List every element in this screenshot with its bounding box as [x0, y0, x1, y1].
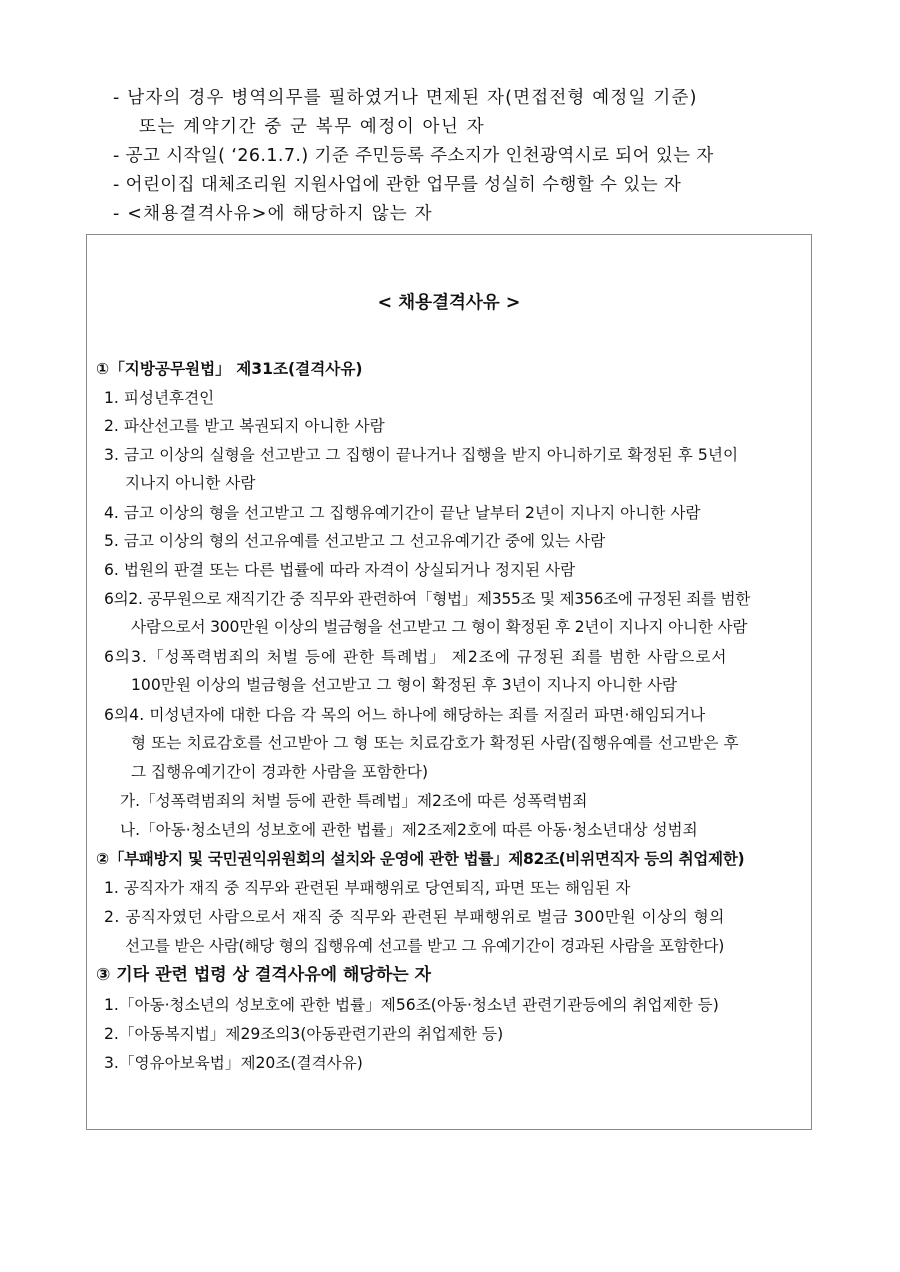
- list-item: 6의2. 공무원으로 재직기간 중 직무와 관련하여「형법」제355조 및 제356조에 규정된 죄를 범한: [104, 590, 750, 608]
- list-item-continued: 형 또는 치료감호를 선고받아 그 형 또는 치료감호가 확정된 사람(집행유예를 선고받은 후: [131, 734, 739, 752]
- requirement-item-continued: 또는 계약기간 중 군 복무 예정이 아닌 자: [139, 117, 486, 137]
- requirement-item: - 어린이집 대체조리원 지원사업에 관한 업무를 성실히 수행할 수 있는 자: [113, 175, 682, 195]
- list-item-continued: 지나지 아니한 사람: [125, 474, 256, 492]
- requirement-item: - <채용결격사유>에 해당하지 않는 자: [113, 204, 433, 224]
- section-3-heading: ③ 기타 관련 법령 상 결격사유에 해당하는 자: [96, 965, 431, 985]
- disqualification-box: [86, 234, 812, 1130]
- list-item: 6의4. 미성년자에 대한 다음 각 목의 어느 하나에 해당하는 죄를 저질러 파면·해임되거나: [104, 706, 706, 724]
- list-item: 1.「아동·청소년의 성보호에 관한 법률」제56조(아동·청소년 관련기관등에의 취업제한 등): [104, 996, 719, 1014]
- list-item: 6의3.「성폭력범죄의 처벌 등에 관한 특례법」 제2조에 규정된 죄를 범한 사람으로서: [104, 648, 728, 666]
- list-item: 3. 금고 이상의 실형을 선고받고 그 집행이 끝나거나 집행을 받지 아니하기로 확정된 후 5년이: [104, 446, 739, 464]
- list-item: 2. 공직자였던 사람으로서 재직 중 직무와 관련된 부패행위로 벌금 300만원 이상의 형의: [104, 908, 725, 926]
- list-item: 2. 파산선고를 받고 복권되지 아니한 사람: [104, 417, 385, 435]
- list-item: 1. 공직자가 재직 중 직무와 관련된 부패행위로 당연퇴직, 파면 또는 해임된 자: [104, 879, 631, 897]
- list-item: 2.「아동복지법」제29조의3(아동관련기관의 취업제한 등): [104, 1025, 504, 1043]
- list-item: 4. 금고 이상의 형을 선고받고 그 집행유예기간이 끝난 날부터 2년이 지나지 아니한 사람: [104, 504, 701, 522]
- list-item-continued: 100만원 이상의 벌금형을 선고받고 그 형이 확정된 후 3년이 지나지 아니한 사람: [131, 676, 678, 694]
- list-item: 3.「영유아보육법」제20조(결격사유): [104, 1054, 363, 1072]
- list-item-continued: 그 집행유예기간이 경과한 사람을 포함한다): [131, 763, 429, 781]
- list-item-continued: 사람으로서 300만원 이상의 벌금형을 선고받고 그 형이 확정된 후 2년이 지나지 아니한 사람: [131, 618, 748, 636]
- list-item: 6. 법원의 판결 또는 다른 법률에 따라 자격이 상실되거나 정지된 사람: [104, 561, 576, 579]
- box-title: < 채용결격사유 >: [377, 293, 521, 313]
- requirement-item: - 남자의 경우 병역의무를 필하였거나 면제된 자(면접전형 예정일 기준): [113, 88, 698, 108]
- list-item: 5. 금고 이상의 형의 선고유예를 선고받고 그 선고유예기간 중에 있는 사람: [104, 532, 606, 550]
- sub-item: 가.「성폭력범죄의 처벌 등에 관한 특례법」제2조에 따른 성폭력범죄: [120, 792, 588, 810]
- requirement-item: - 공고 시작일( ‘26.1.7.) 기준 주민등록 주소지가 인천광역시로 되어 있는 자: [113, 146, 714, 166]
- sub-item: 나.「아동·청소년의 성보호에 관한 법률」제2조제2호에 따른 아동·청소년대상 성범죄: [120, 821, 698, 839]
- list-item-continued: 선고를 받은 사람(해당 형의 집행유예 선고를 받고 그 유예기간이 경과된 사람을 포함한다): [125, 937, 725, 955]
- list-item: 1. 피성년후견인: [104, 389, 215, 407]
- section-1-heading: ①「지방공무원법」 제31조(결격사유): [96, 360, 363, 378]
- section-2-heading: ②「부패방지 및 국민권익위원회의 설치와 운영에 관한 법률」제82조(비위면직자 등의 취업제한): [96, 850, 745, 868]
